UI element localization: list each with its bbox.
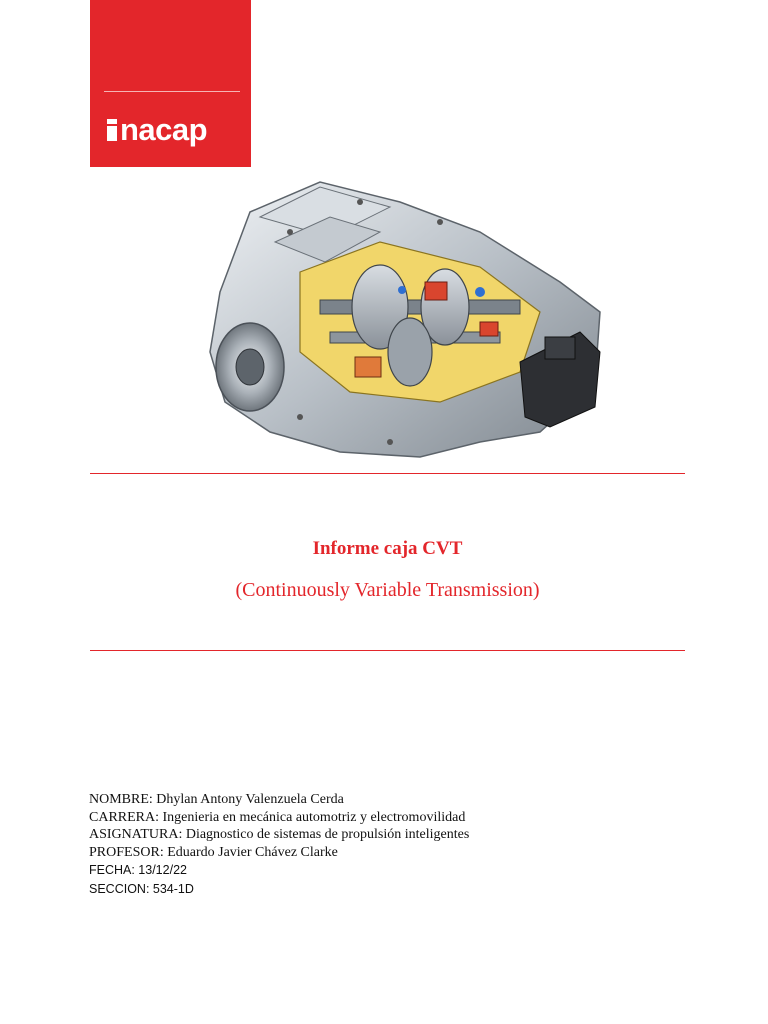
profesor-value: Eduardo Javier Chávez Clarke — [167, 844, 338, 860]
detail-carrera: CARRERA: Ingenieria en mecánica automotriz y electromovilidad — [89, 809, 466, 825]
nombre-value: Dhylan Antony Valenzuela Cerda — [156, 792, 344, 807]
asignatura-label: ASIGNATURA — [89, 827, 179, 842]
brand-name: nacap — [120, 111, 208, 147]
report-subtitle: (Continuously Variable Transmission) — [235, 579, 540, 601]
cvt-transmission-cutaway-image — [180, 172, 610, 462]
carrera-label: CARRERA — [89, 809, 156, 825]
detail-profesor: PROFESOR: Eduardo Javier Chávez Clarke — [89, 844, 338, 860]
detail-seccion: SECCION: 534-1D — [89, 882, 194, 896]
brand-block — [90, 0, 251, 167]
inacap-logo — [107, 109, 207, 149]
asignatura-value: Diagnostico de sistemas de propulsión inteligentes — [185, 827, 470, 842]
brand-divider — [104, 91, 240, 92]
detail-fecha: FECHA: 13/12/22 — [89, 863, 187, 877]
carrera-value: Ingenieria en mecánica automotriz y electromovilidad — [162, 809, 466, 825]
profesor-label: PROFESOR — [89, 844, 160, 860]
nombre-label: NOMBRE — [89, 792, 149, 807]
logo-mark-icon — [107, 119, 117, 141]
detail-nombre: NOMBRE: Dhylan Antony Valenzuela Cerda — [89, 792, 344, 807]
detail-asignatura: ASIGNATURA: Diagnostico de sistemas de propulsión inteligentes — [89, 827, 470, 842]
report-title: Informe caja CVT — [312, 538, 463, 559]
bottom-divider — [90, 650, 685, 651]
top-divider — [90, 473, 685, 474]
student-details — [89, 791, 649, 899]
